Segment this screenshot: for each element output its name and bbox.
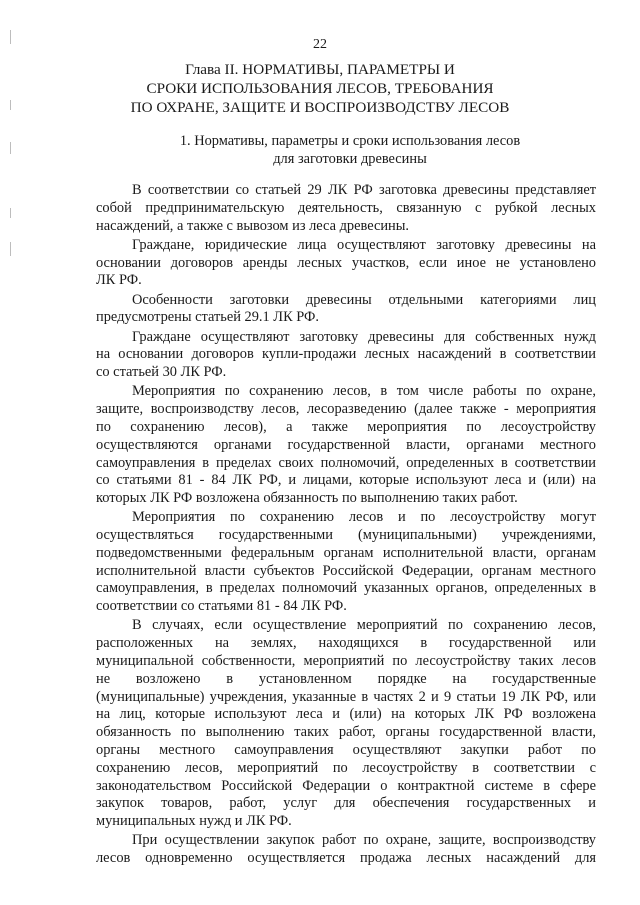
paragraph-line: расположенных на землях, находящихся в государственной или	[96, 635, 596, 652]
chapter-title-line: СРОКИ ИСПОЛЬЗОВАНИЯ ЛЕСОВ, ТРЕБОВАНИЯ	[146, 80, 494, 97]
paragraph-line: При осуществлении закупок работ по охране, защите, воспроизводству	[132, 832, 596, 849]
section-title-line: 1. Нормативы, параметры и сроки использования лесов	[179, 133, 521, 149]
paragraph-line: закупок товаров, работ, услуг для обеспечения государственных и	[96, 795, 596, 812]
paragraph	[96, 383, 596, 508]
paragraph	[96, 237, 596, 290]
paragraph-line: основании договоров аренды лесных участков, если иное не установлено	[96, 254, 596, 271]
scan-margin-marks	[10, 30, 14, 270]
paragraph-line: на основании договоров купли-продажи лесных насаждений в соответствии	[96, 346, 596, 363]
paragraph-line: (муниципальные) учреждения, указанные в частях 2 и 9 статьи 19 ЛК РФ, или	[96, 688, 596, 705]
body-text	[96, 182, 596, 869]
paragraph-line: Граждане осуществляют заготовку древесины для собственных нужд	[132, 328, 596, 345]
paragraph-line: обязанность по выполнению таких работ, органы государственной власти,	[96, 724, 596, 741]
paragraph-line: ЛК РФ.	[96, 272, 142, 289]
paragraph-line: соответствии со статьями 81 - 84 ЛК РФ.	[96, 598, 347, 615]
paragraph-line: законодательством Российской Федерации о контрактной системе в сфере	[96, 777, 596, 794]
paragraph	[96, 832, 596, 868]
paragraph-line: осуществляться государственными (муниципальными) учреждениями,	[96, 527, 596, 544]
paragraph-line: Мероприятия по сохранению лесов, в том числе работы по охране,	[132, 383, 596, 400]
paragraph	[96, 182, 596, 235]
paragraph-line: лесов одновременно осуществляется продажа лесных насаждений для	[96, 850, 596, 867]
paragraph	[96, 292, 596, 328]
paragraph-line: со статьей 30 ЛК РФ.	[96, 364, 227, 381]
section-title-line: для заготовки древесины	[273, 151, 427, 167]
paragraph-line: Особенности заготовки древесины отдельными категориями лиц	[132, 291, 596, 308]
page-number: 22	[313, 37, 327, 52]
paragraph-line: не возложено в установленном порядке на государственные	[96, 670, 596, 687]
paragraph-line: муниципальной собственности, мероприятий по лесоустройству таких лесов	[96, 653, 596, 670]
paragraph-line: защите, воспроизводству лесов, лесоразведению (далее также - мероприятия	[96, 401, 596, 418]
chapter-title-line: ПО ОХРАНЕ, ЗАЩИТЕ И ВОСПРОИЗВОДСТВУ ЛЕСОВ	[130, 99, 510, 116]
paragraph-line: подведомственными федеральным органам исполнительной власти, органам	[96, 544, 596, 561]
paragraph	[96, 617, 596, 831]
chapter-title	[80, 60, 560, 117]
paragraph-line: по сохранению лесов), а также мероприятия по лесоустройству	[96, 418, 596, 435]
paragraph-line: Граждане, юридические лица осуществляют заготовку древесины на	[132, 236, 596, 253]
paragraph-line: исполнительной власти субъектов Российской Федерации, органам местного	[96, 562, 596, 579]
paragraph-line: В соответствии со статьей 29 ЛК РФ заготовка древесины представляет	[132, 182, 596, 198]
paragraph-line: самоуправления, в пределах полномочий указанных органов, определенных в	[96, 580, 596, 597]
paragraph	[96, 329, 596, 382]
paragraph-line: насаждений, а также с вывозом из леса древесины.	[96, 217, 409, 234]
paragraph-line: со статьями 81 - 84 ЛК РФ, и лицами, которые используют леса и (или) на	[96, 472, 596, 489]
paragraph-line: на лиц, которые используют леса и (или) на которых ЛК РФ возложена	[96, 706, 596, 723]
paragraph-line: сохранению лесов, мероприятий по лесоустройству в соответствии с	[96, 759, 596, 776]
paragraph-line: В случаях, если осуществление мероприятий по сохранению лесов,	[132, 617, 596, 634]
paragraph-line: муниципальных нужд и ЛК РФ.	[96, 813, 292, 830]
paragraph-line: которых ЛК РФ возложена обязанность по выполнению таких работ.	[96, 490, 518, 507]
paragraph-line: предусмотрены статьей 29.1 ЛК РФ.	[96, 309, 319, 326]
section-title	[120, 132, 580, 168]
paragraph-line: собой предпринимательскую деятельность, связанную с рубкой лесных	[96, 199, 596, 216]
paragraph-line: Мероприятия по сохранению лесов и по лесоустройству могут	[132, 509, 596, 526]
paragraph-line: самоуправления в пределах своих полномочий, определенных в соответствии	[96, 454, 596, 471]
chapter-title-line: Глава II. НОРМАТИВЫ, ПАРАМЕТРЫ И	[185, 61, 455, 78]
paragraph	[96, 509, 596, 616]
paragraph-line: органы местного самоуправления осуществляют закупки работ по	[96, 742, 596, 759]
paragraph-line: осуществляются органами государственной власти, органами местного	[96, 436, 596, 453]
